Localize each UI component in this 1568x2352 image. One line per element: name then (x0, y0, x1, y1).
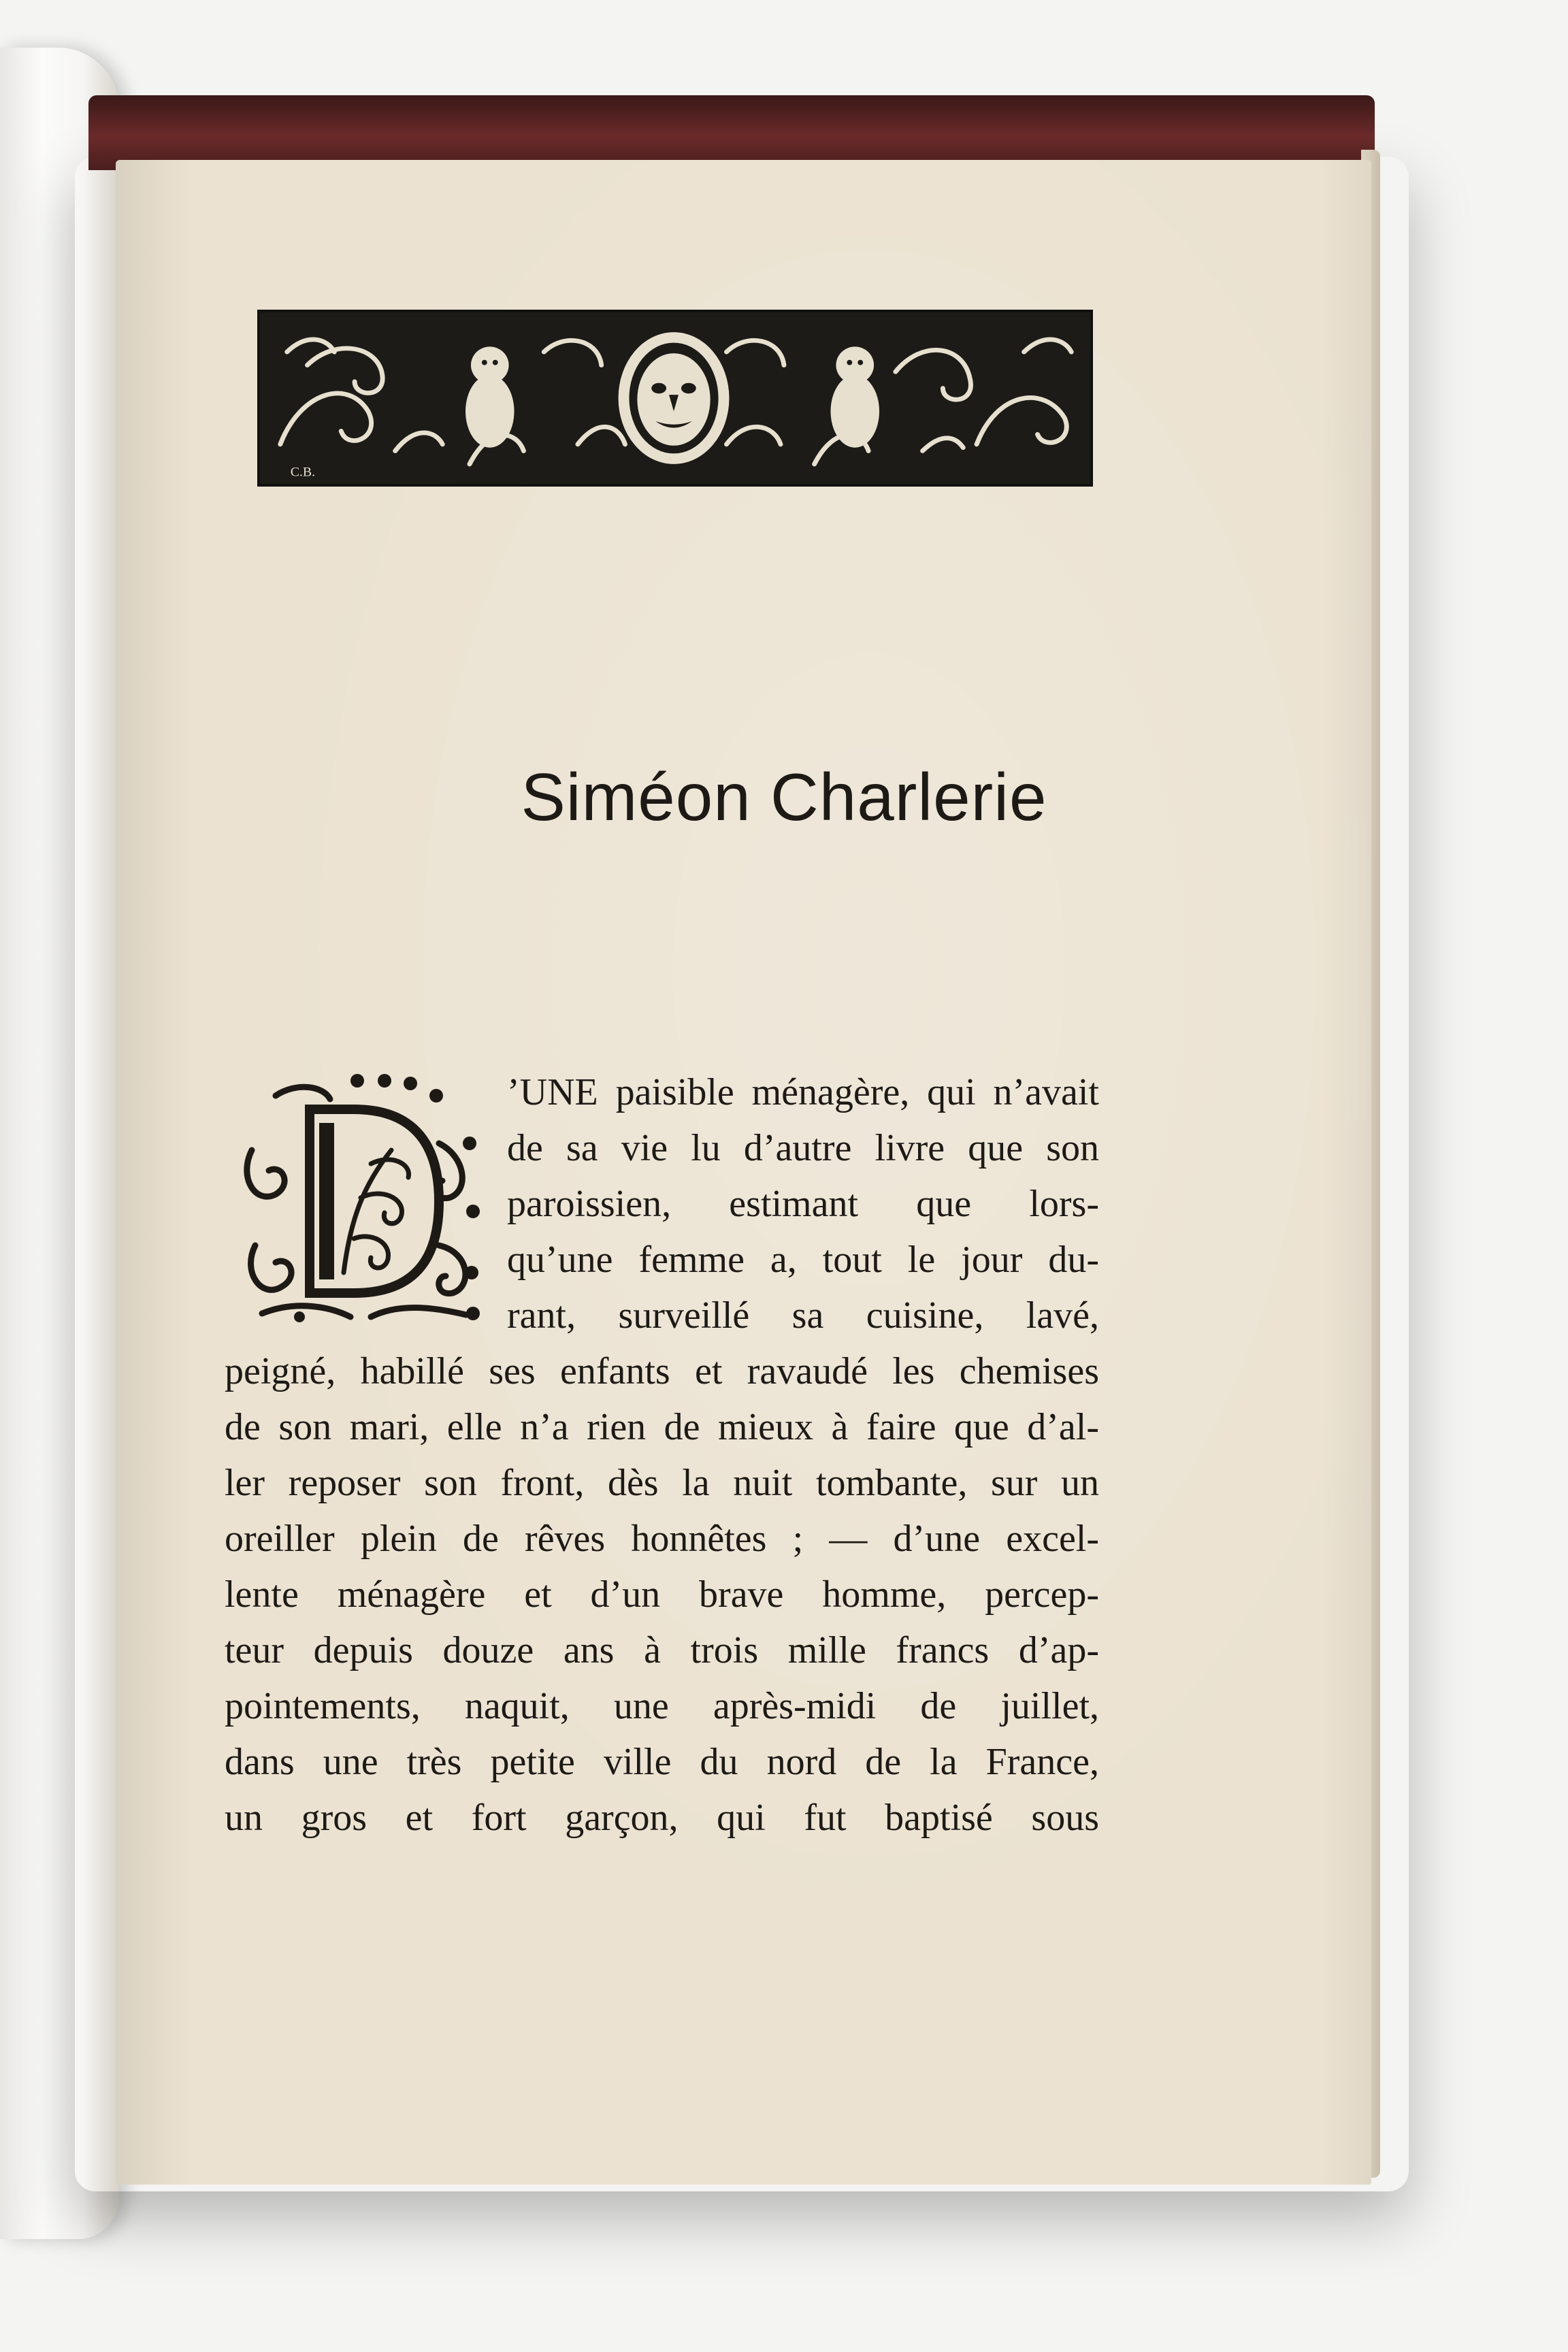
ornate-initial-d-icon (235, 1068, 487, 1327)
body-line-6: peigné, habillé ses enfants et ravaudé les chemises (225, 1350, 1099, 1392)
body-line-4: qu’une femme a, tout le jour du- (507, 1239, 1099, 1281)
body-line-3: paroissien, estimant que lors- (507, 1183, 1099, 1225)
body-line-7: de son mari, elle n’a rien de mieux à faire que d’al- (225, 1406, 1099, 1448)
body-line-2: de sa vie lu d’autre livre que son (507, 1127, 1099, 1169)
body-line-5: rant, surveillé sa cuisine, lavé, (507, 1294, 1099, 1337)
headpiece-signature: C.B. (290, 465, 316, 480)
ornamental-headpiece-icon (257, 310, 1093, 487)
body-line-8: ler reposer son front, dès la nuit tombante, sur un (225, 1462, 1099, 1504)
book-cover-edge (88, 95, 1375, 170)
chapter-title: Siméon Charlerie (521, 760, 1047, 834)
body-line-9: oreiller plein de rêves honnêtes ; — d’une excel- (225, 1518, 1099, 1560)
body-line-11: teur depuis douze ans à trois mille francs d’ap- (225, 1629, 1099, 1671)
body-line-10: lente ménagère et d’un brave homme, percep- (225, 1573, 1099, 1616)
body-line-14: un gros et fort garçon, qui fut baptisé sous (225, 1797, 1099, 1839)
body-line-1: ’UNE paisible ménagère, qui n’avait (507, 1071, 1099, 1113)
body-line-13: dans une très petite ville du nord de la France, (225, 1741, 1099, 1783)
body-line-12: pointements, naquit, une après-midi de juillet, (225, 1685, 1099, 1727)
